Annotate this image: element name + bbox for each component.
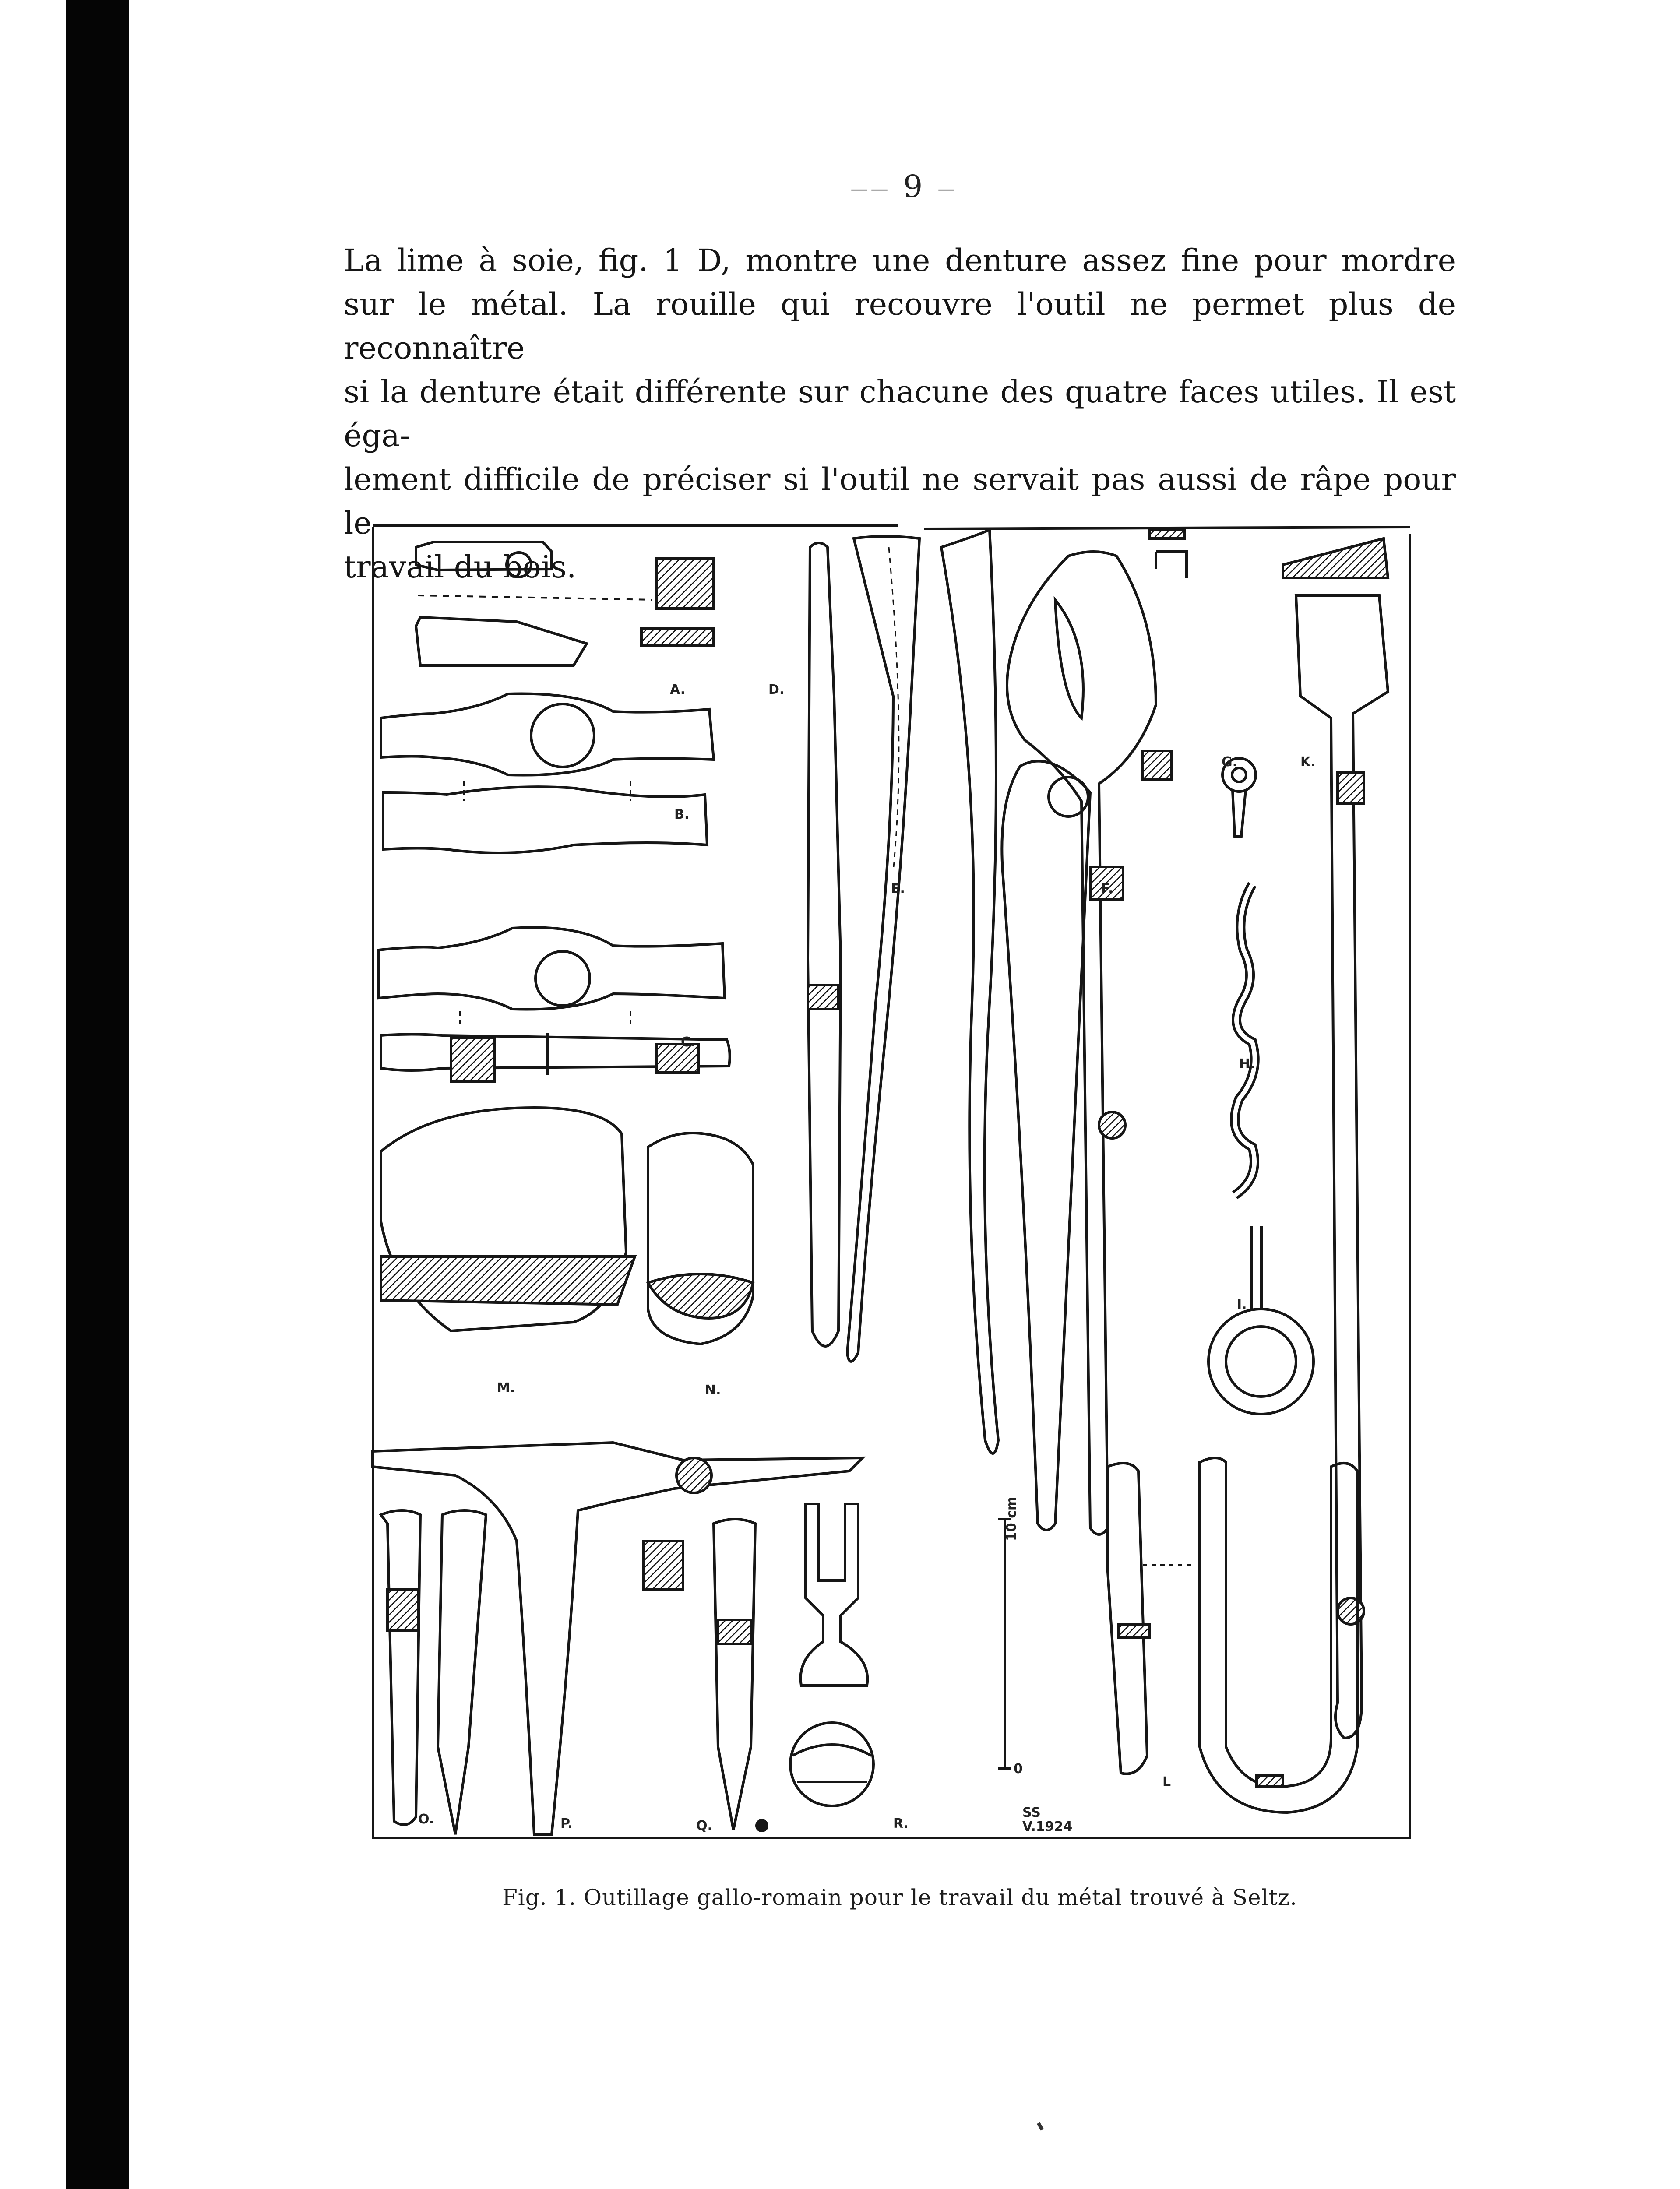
scale-label: 10 cm	[1004, 1496, 1019, 1541]
paragraph-line: La lime à soie, fig. 1 D, montre une denture assez fine pour mordre	[344, 243, 1456, 278]
label-g: G.	[1222, 754, 1238, 770]
paragraph-line: travail du bois.	[344, 549, 577, 585]
label-b: B.	[674, 807, 690, 822]
label-o: O.	[418, 1812, 434, 1827]
paragraph-line: lement difficile de préciser si l'outil ne servait pas aussi de râpe pour le	[344, 461, 1456, 541]
label-e: E.	[891, 881, 905, 897]
tool-c-drawing	[379, 927, 730, 1081]
tool-n-drawing	[648, 1133, 753, 1344]
scale-bar	[998, 1519, 1011, 1769]
label-c: C.	[681, 1035, 696, 1050]
scale-zero: 0	[1014, 1761, 1023, 1777]
figure-caption: Fig. 1. Outillage gallo-romain pour le travail du métal trouvé à Seltz.	[502, 1885, 1297, 1910]
label-a: A.	[670, 682, 686, 697]
page-number	[812, 169, 996, 204]
tool-f-drawing	[1002, 552, 1171, 1534]
scan-speck	[1037, 2122, 1044, 2131]
tool-top-piece-drawing	[1149, 530, 1187, 578]
tool-r-drawing	[790, 1504, 873, 1806]
label-k: K.	[1300, 754, 1316, 770]
tool-g-drawing	[1222, 758, 1256, 836]
label-i: I.	[1237, 1297, 1247, 1313]
tool-k-drawing	[1283, 538, 1388, 1738]
paragraph-line: sur le métal. La rouille qui recouvre l'outil ne permet plus de reconnaître	[344, 286, 1456, 366]
label-h: H.	[1239, 1056, 1255, 1072]
label-n: N.	[705, 1383, 721, 1398]
tool-o-drawing	[381, 1510, 486, 1834]
tool-b-drawing	[381, 694, 714, 853]
label-l: L	[1162, 1774, 1171, 1790]
paragraph-line: si la denture était différente sur chacune des quatre faces utiles. Il est éga-	[344, 374, 1456, 454]
tool-q-drawing	[714, 1519, 767, 1831]
label-d: D.	[768, 682, 785, 697]
page-margin	[0, 0, 66, 2189]
page-number-dash: —	[937, 179, 958, 199]
tool-a-drawing	[416, 542, 714, 665]
scan-black-edge	[66, 0, 129, 2189]
tool-m-drawing	[381, 1108, 635, 1331]
tool-i-drawing	[1208, 1226, 1314, 1414]
plate-border	[373, 527, 1410, 1838]
label-f: F.	[1101, 881, 1113, 897]
label-q: Q.	[696, 1818, 712, 1834]
label-p: P.	[560, 1816, 573, 1831]
tool-p-drawing	[372, 1443, 863, 1834]
monogram-date: V.1924	[1022, 1819, 1073, 1834]
tool-d-drawing	[808, 543, 841, 1346]
label-m: M.	[497, 1380, 515, 1396]
tool-l-drawing	[1108, 1458, 1357, 1812]
tool-drawings	[368, 521, 1414, 1843]
label-r: R.	[893, 1816, 909, 1831]
monogram: SS	[1022, 1805, 1041, 1820]
figure-plate	[368, 521, 1414, 1843]
page-number-value: 9	[903, 169, 926, 204]
tool-e-drawing	[847, 530, 998, 1453]
tool-h-drawing	[1235, 884, 1255, 1195]
page-number-dash: ——	[850, 179, 891, 199]
